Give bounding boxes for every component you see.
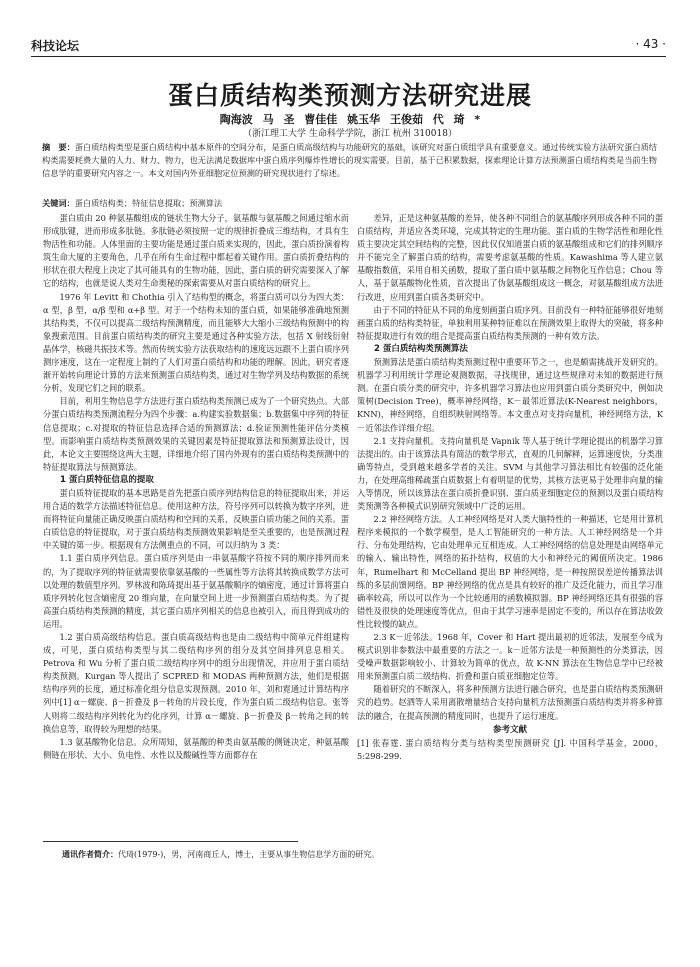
abstract (42, 141, 657, 181)
reference-item: [1] 张春霆. 蛋白质结构分类与结构类型预测研究 [J]. 中国科学基金，2000，5:298-299. (357, 737, 663, 761)
authors: 陶海波 马 圣 曹佳佳 姚玉华 王俊茹 代 琦 * (219, 113, 481, 126)
keywords (42, 197, 657, 210)
right-column (357, 212, 663, 763)
affiliation: （浙江理工大学 生命科学学院，浙江 杭州 310018） (243, 129, 457, 139)
paragraph: 2.3 K－近邻法。1968 年，Cover 和 Hart 提出最初的近邻法，发展至今成为模式识别非参数法中最重要的方法之一。k－近邻方法是一种预测性的分类算法，因受噪声数据影响较小、计算较为简单的优点，故 K-NN 算法在生物信息学中已经被用来预测蛋白质二级结构、折叠和蛋白质亚细胞定位等。 (357, 632, 663, 682)
paper-title: 蛋白质结构类预测方法研究进展 (167, 81, 532, 110)
abstract-label: 摘 要： (42, 142, 75, 152)
references-heading: 参考文献 (492, 724, 527, 735)
author-footnote (62, 849, 660, 861)
paragraph: 差异，正是这种氨基酸的差异，使各种不同组合的氨基酸序列形成各种不同的蛋白质结构，并适应各类环境，完成其特定的生理功能。蛋白质的生物学活性和理化性质主要决定其空间结构的完整，因此仅仅知道蛋白质的氨基酸组成和它们的排列顺序并不能完全了解蛋白质的结构，需要考虑氨基酸的性质。Kawashima 等人建立氨基酸指数值，采用自相关函数，提取了蛋白质中氨基酸之间物化互作信息；Chou 等人，基于氨基酸物化性质，首次提出了伪氨基酸组成这一概念，对氨基酸组成方法进行改进，应用到蛋白质各类研究中。 (357, 213, 663, 302)
paragraph: 1.2 蛋白质高级结构信息。蛋白质高级结构也是由二级结构中简单元件组建构成，可见，蛋白质结构类型与其二级结构序列的组分及其空间排列息息相关。Petrova 和 Wu 分析了蛋白质二级结构序列中的组分出现情况，并应用于蛋白质结构类预测。Kurgan 等人提出了 SCPRED 和 MODAS 两种预测方法，他们是根据结构序列的长度，通过标准化组分信息实现预测。2010 年，刘和霓通过计算结构序列中[1] α－螺旋、β－折叠及 β－转角的片段长度，作为蛋白质二级结构信息。张等人则将二级结构序列转化为约化序列，计算 α－螺旋、β－折叠及 β－转角之间的转换信息等，取得较为理想的结果。 (43, 632, 349, 734)
paragraph: 预测算法是蛋白质结构类预测过程中重要环节之一，也是颇需挑战开发研究的。机器学习利用统计学理论观测数据，寻找规律，通过这些规律对未知的数据进行预测。在蛋白质分类的研究中，许多机器学习算法也应用到蛋白质分类研究中，例如决策树(Decision Tree)，概率神经网络，K－最邻近算法(K-Nearest neighbors，KNN)，神经网络，自组织映射网络等。本文重点对支持向量机，神经网络方法，K－近邻法作详细介绍。 (357, 357, 663, 433)
section-heading: 2 蛋白质结构类预测算法 (374, 343, 468, 354)
footnote-text: 代琦(1979-)，男，河南商丘人，博士，主要从事生物信息学方面的研究。 (118, 850, 380, 859)
footnote-label: 通讯作者简介： (62, 850, 118, 859)
keywords-label: 关键词： (42, 198, 75, 208)
paragraph: 1976 年 Levitt 和 Chothia 引入了结构型的概念，将蛋白质可以分为四大类：α 型，β 型，α/β 型和 α+β 型。对于一个结构未知的蛋白质，如果能够准确地预测其结构类，不仅可以提高二级结构预测精度，而且能够大大缩小三级结构预测中的构象搜索范围。目前蛋白质结构类的研究主要是通过各种实验方法，包括 X 射线衍射晶体学，核磁共振技术等。然而传统实验方法获取结构的速度远远跟不上蛋白质序列测序速度，这在一定程度上制约了人们对蛋白质结构和功能的理解。因此，研究者逐渐开始转向理论计算的方法来预测蛋白质结构类，通过对生物学列及结构数据的系统分析，发现它们之间的联系。 (43, 291, 349, 394)
paragraph: 由于不同的特征从不同的角度刻画蛋白质序列。目前没有一种特征能够很好地刻画蛋白质的结构类特征，单独利用某种特征难以在预测效果上取得大的突破，将多种特征提取进行有效的组合是提高蛋白质结构类预测的一种有效方法。 (357, 304, 663, 341)
left-column (43, 212, 349, 762)
journal-name: 科技论坛 (31, 39, 80, 53)
paragraph: 1.1 蛋白质序列信息。蛋白质序列是由一串氨基酸字符按不同的顺序排列而来的，为了提取序列的特征就需要依靠氨基酸的一些属性等方法将其转换成数学方法可以处理的数值型序列。罗林波和陈琦提出基于氨基酸顺序的熵密度，通过计算将蛋白质序列转化包含熵密度 20 维向量，在向量空间上进一步预测蛋白质结构类。为了提高蛋白质结构类预测的精度，其它蛋白质序列相关的信息也被引入，而且得到成功的运用。 (43, 553, 349, 629)
paragraph: 蛋白质由 20 种氨基酸组成的链状生物大分子，氨基酸与氨基酸之间通过缩水而形成肽键，进而形成多肽链。多肽链必须按照一定的规律折叠成三维结构，才具有生物活性和功能。人体里面的主要功能是通过蛋白质来实现的，因此，蛋白质扮演着构筑生命大厦的主要角色，几乎在所有生命过程中都起着关键作用。蛋白质折叠结构的形状在很大程度上决定了其可能具有的生物功能，因此，蛋白质的研究需要深入了解它的结构，也就是说人类对生命奥秘的探索需要从对蛋白质结构的研究上。 (43, 213, 349, 289)
page-number: · 43 · (635, 37, 666, 51)
paragraph: 2.1 支持向量机。支持向量机是 Vapnik 等人基于统计学理论提出的机器学习算法提出的。由于该算法具有简洁的数学形式，直观的几何解释，运算速度快，分类准确等特点，受到越来越多学者的关注。SVM 与其他学习算法相比有较强的泛化能力，在处理高维稀疏蛋白质数据上有着明显的优势，其核方法更易于处理非向量的输入等情况，所以该算法在蛋白质折叠识别、蛋白质亚细胞定位的预测以及蛋白质结构类预测等各种模式识别研究领域中广泛的运用。 (357, 435, 663, 512)
keywords-text: 蛋白质结构类；特征信息提取；预测算法 (74, 198, 223, 208)
footer-rule (43, 841, 298, 842)
paragraph: 随着研究的不断深入，将多种预测方法进行融合研究，也是蛋白质结构类预测研究的趋势。赵洒等人采用离散增量结合支持向量机方法预测蛋白质结构类并将多种算法的融合，在提高预测的精度同时，也提升了运行速度。 (357, 684, 663, 721)
paragraph: 1.3 氨基酸物化信息。众所周知，氨基酸的种类由氨基酸的侧链决定，种氨基酸侧链在形状、大小、负电性、水性以及酸碱性等方面都存在 (43, 736, 349, 760)
paragraph: 目前，利用生物信息学方法进行蛋白质结构类预测已成为了一个研究热点。大部分蛋白质结构类预测流程分为四个步骤：a.构建实验数据集；b.数据集中序列的特征信息提取；c.对提取的特征信息选择合适的预测算法；d.验证预测性能评估分类模型。而影响蛋白质结构类预测效果的关键因素是特征提取算法和预测算法设计，因此，本论文主要围绕这两大主题，详细地介绍了国内外现有的蛋白质结构类预测中的特征提取算法与预测算法。 (43, 396, 349, 472)
paragraph: 2.2 神经网络方法。人工神经网络是对人类大脑特性的一种描述，它是用计算机程序来模拟的一个数学模型，是人工智能研究的一种方法。人工神经网络是一个并行、分布处理结构，它由处理单元互相连成。人工神经网络的信息处理是由网络单元的输入、输出特性，网络的拓扑结构，权值的大小和神经元的阈值所决定。1986 年，Rumelhart 和 McCelland 提出 BP 神经网络，是一种按照误差逆传播算法训练的多层前馈网络。BP 神经网络的优点是具有较好的推广及泛化能力，而且学习准确率较高，所以可以作为一个比较通用的函数模拟器。BP 神经网络还具有很强的容错性及很快的处理速度等优点，但由于其学习速率是固定不变的，所以存在算法收敛性比较慢的缺点。 (357, 514, 663, 629)
paragraph: 蛋白质特征提取的基本思路是首先把蛋白质序列结构信息的特征提取出来，并运用合适的数学方法描述特征信息。使用这种方法，符号序列可以转换为数字序列，进而将特征向量能正确反映蛋白质结构和空间的关系，反映蛋白质功能之间的关系。蛋白质信息的特征提取，对于蛋白质结构类预测效果影响是至关重要的，也是预测过程中关键的第一步。根据现有方法侧重点的不同，可以归纳为 3 类： (43, 487, 349, 551)
abstract-text: 蛋白质结构类型是蛋白质结构中基本原件的空间分布，是蛋白质高级结构与功能研究的基础，该研究对蛋白质组学具有重要意义。通过传统实验方法研究蛋白质结构类需要耗费大量的人力、财力、物力，也无法满足数据库中蛋白质序列爆炸性增长的现实需要。目前，基于已积累数据，探索理论计算方法预测蛋白质结构类是当前生物信息学的重要研究内容之一。本文对国内外亚细胞定位预测的研究现状进行了综述。 (42, 142, 657, 179)
section-heading: 1 蛋白质特征信息的提取 (60, 474, 154, 485)
header-rule (31, 56, 666, 57)
